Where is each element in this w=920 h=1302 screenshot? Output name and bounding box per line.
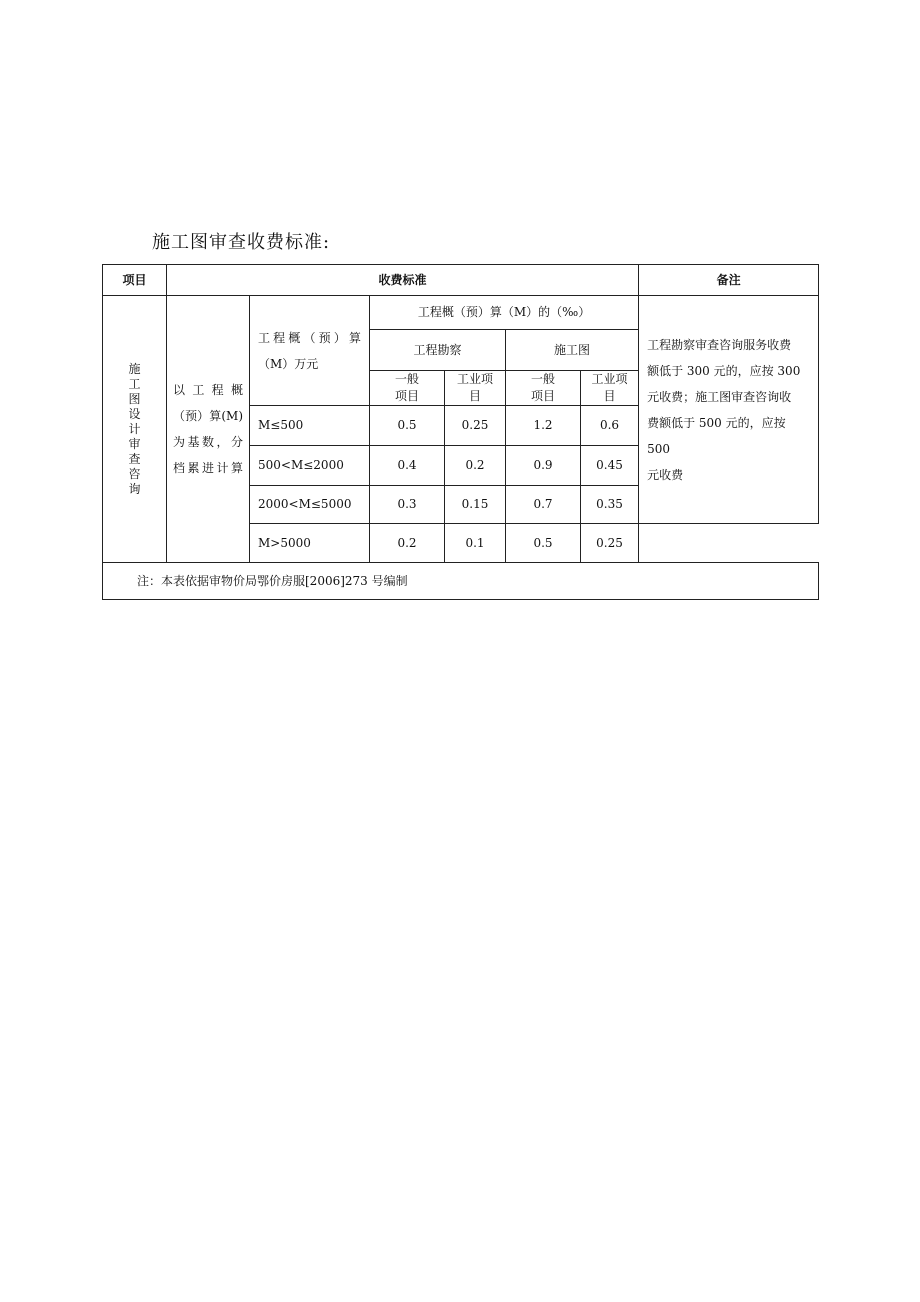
remark-cell — [639, 296, 819, 524]
remark-line-2: 额低于 300 元的，应按 300 — [647, 363, 801, 378]
header-fee-standard: 收费标准 — [167, 265, 639, 296]
subcol-line: 项目 — [394, 389, 419, 403]
subcol-drawing-industrial — [581, 371, 639, 406]
subcol-survey-industrial — [445, 371, 506, 406]
range-cell: M>5000 — [250, 524, 370, 563]
header-item: 项目 — [103, 265, 167, 296]
range-cell: M≤500 — [250, 406, 370, 446]
value-cell: 0.15 — [445, 486, 506, 524]
basis-line-4: 档累进计算 — [173, 461, 243, 475]
basis-cell — [167, 296, 250, 563]
range-cell: 2000<M≤5000 — [250, 486, 370, 524]
subcol-drawing-general — [506, 371, 581, 406]
subcol-line: 工业项 — [456, 372, 493, 386]
value-cell: 0.3 — [370, 486, 445, 524]
subcol-line: 一般 — [394, 372, 419, 386]
basis-line-2: （预）算(M) — [173, 409, 243, 423]
value-cell: 0.2 — [370, 524, 445, 563]
item-name-cell — [103, 296, 167, 563]
value-cell: 0.5 — [506, 524, 581, 563]
basis-text — [173, 377, 243, 481]
value-cell: 1.2 — [506, 406, 581, 446]
value-cell: 0.9 — [506, 446, 581, 486]
ratio-head: 工程概（预）算（M）的（‰） — [370, 296, 639, 330]
budget-head-cell — [250, 296, 370, 406]
value-cell: 0.25 — [445, 406, 506, 446]
fee-standard-table — [102, 264, 819, 600]
subcol-line: 目 — [603, 389, 616, 403]
remark-line-3: 元收费；施工图审查咨询收 — [647, 389, 792, 404]
remark-line-5: 元收费 — [647, 467, 684, 482]
header-remark: 备注 — [639, 265, 819, 296]
range-cell: 500<M≤2000 — [250, 446, 370, 486]
item-name: 施工图设计审查咨询 — [128, 361, 141, 496]
page-title: 施工图审查收费标准: — [152, 232, 331, 253]
value-cell: 0.35 — [581, 486, 639, 524]
value-cell: 0.4 — [370, 446, 445, 486]
value-cell: 0.45 — [581, 446, 639, 486]
group-survey: 工程勘察 — [370, 330, 506, 371]
value-cell: 0.2 — [445, 446, 506, 486]
budget-head-line-2: （M）万元 — [258, 356, 319, 371]
subcol-line: 工业项 — [591, 372, 628, 386]
basis-line-3: 为基数，分 — [173, 435, 243, 449]
value-cell: 0.6 — [581, 406, 639, 446]
value-cell: 0.1 — [445, 524, 506, 563]
group-construction-drawing: 施工图 — [506, 330, 639, 371]
footnote: 注：本表依据审物价局鄂价房服[2006]273 号编制 — [103, 563, 819, 600]
basis-line-1: 以 工 程 概 — [173, 383, 243, 397]
subcol-line: 目 — [468, 389, 481, 403]
remark-line-1: 工程勘察审查咨询服务收费 — [647, 337, 792, 352]
budget-head-line-1: 工程概（预）算 — [258, 330, 361, 345]
subcol-line: 一般 — [530, 372, 555, 386]
subcol-survey-general — [370, 371, 445, 406]
subcol-line: 项目 — [530, 389, 555, 403]
remark-line-4: 费额低于 500 元的，应按 500 — [647, 415, 786, 456]
value-cell: 0.5 — [370, 406, 445, 446]
value-cell: 0.25 — [581, 524, 639, 563]
value-cell: 0.7 — [506, 486, 581, 524]
